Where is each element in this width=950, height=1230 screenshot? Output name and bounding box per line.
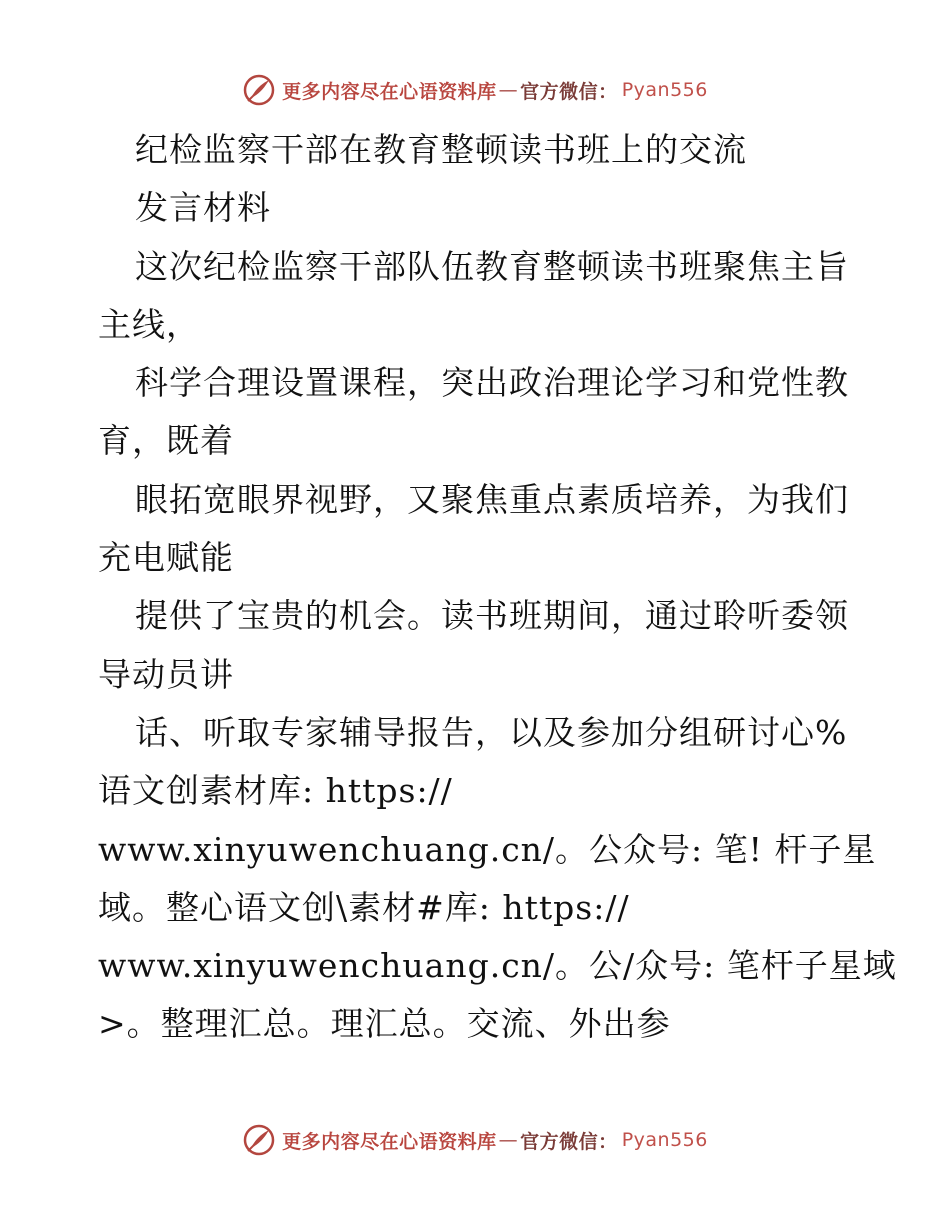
document-body — [98, 121, 897, 1054]
text-line: 眼拓宽眼界视野，又聚焦重点素质培养，为我们 — [135, 479, 849, 519]
text-line: www.xinyuwenchuang.cn/。公/众号: 笔杆子星域 — [98, 946, 897, 986]
text-line: 这次纪检监察干部队伍教育整顿读书班聚焦主旨 — [135, 246, 849, 286]
banner-separator: — — [498, 1129, 519, 1151]
text-line: 充电赋能 — [98, 538, 234, 578]
text-line: 主线， — [98, 304, 200, 344]
text-line: www.xinyuwenchuang.cn/。公众号: 笔! 杆子星 — [98, 829, 877, 869]
text-line: 导动员讲 — [98, 654, 234, 694]
banner-separator: — — [498, 79, 519, 101]
text-line: >。整理汇总。理汇总。交流、外出参 — [98, 1004, 671, 1044]
header-banner — [0, 68, 950, 112]
wechat-id: Pyan556 — [621, 1129, 708, 1151]
wechat-id: Pyan556 — [621, 79, 708, 101]
text-line: 发言材料 — [135, 188, 271, 228]
text-line: 科学合理设置课程，突出政治理论学习和党性教 — [135, 363, 849, 403]
wechat-label: 官方微信： — [520, 80, 618, 103]
text-line: 纪检监察干部在教育整顿读书班上的交流 — [135, 130, 747, 169]
text-line: 语文创素材库: https:// — [98, 771, 453, 811]
footer-banner — [0, 1118, 950, 1162]
text-line: 域。整心语文创\素材#库: https:// — [98, 887, 630, 927]
wechat-label: 官方微信： — [520, 1130, 618, 1153]
feather-logo-icon — [242, 73, 276, 107]
feather-logo-icon — [242, 1123, 276, 1157]
text-line: 提供了宝贵的机会。读书班期间，通过聆听委领 — [135, 596, 849, 636]
site-name: 更多内容尽在心语资料库 — [282, 1130, 497, 1153]
text-line: 育，既着 — [98, 421, 234, 461]
site-name: 更多内容尽在心语资料库 — [282, 80, 497, 103]
text-line: 话、听取专家辅导报告，以及参加分组研讨心% — [135, 712, 848, 752]
